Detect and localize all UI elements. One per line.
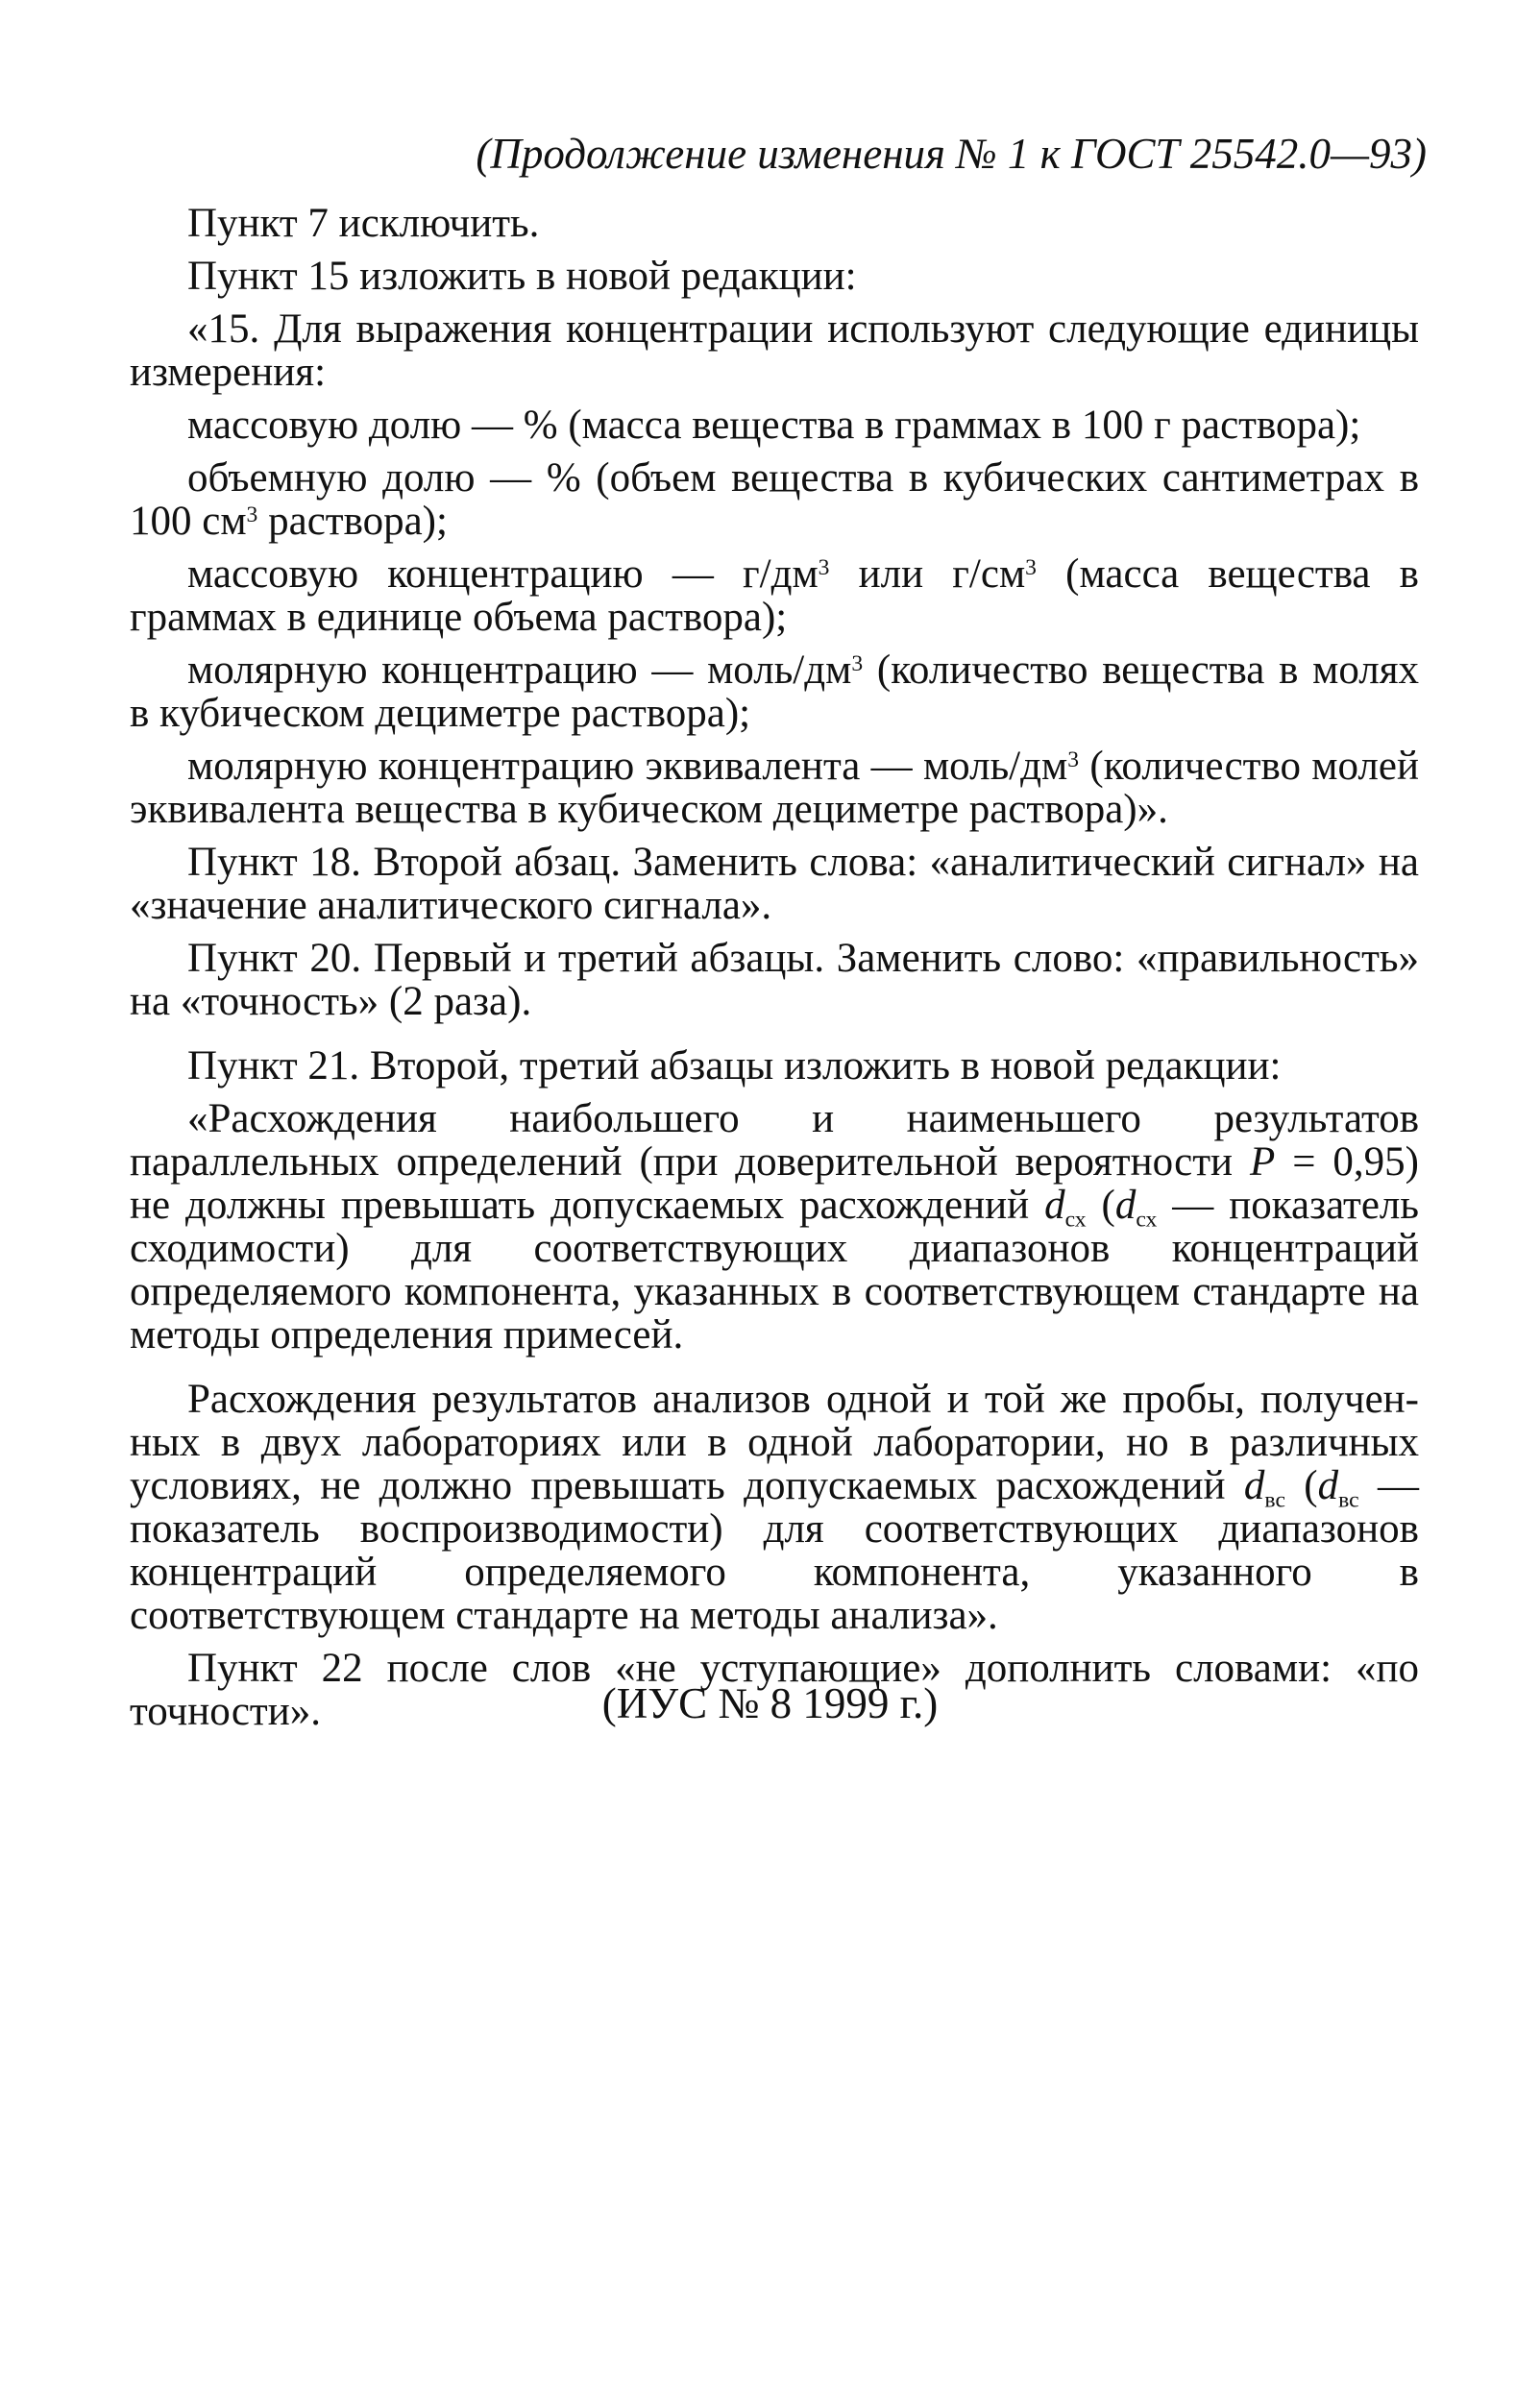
paragraph-molar-concentration [130, 648, 1419, 735]
text-span: молярную концентрацию эквивалента — моль/дм [187, 744, 1068, 789]
text-span: массовую концентрацию — г/дм [187, 551, 819, 597]
text-span: раствора); [257, 499, 448, 544]
text-span: молярную концентрацию — моль/дм [187, 648, 852, 693]
text-span: Расхождения результатов анализов одной и той же пробы, полученных в двух лабораториях или в одной лаборатории, но в различных условиях, не должно превышать допускаемых расхождений [130, 1377, 1419, 1508]
superscript: 3 [1025, 555, 1037, 580]
paragraph-item-22: Пункт 22 после слов «не уступающие» дополнить словами: «по точности». [130, 1646, 1419, 1734]
paragraph-reproducibility [130, 1378, 1419, 1637]
text-span: «Расхождения наибольшего и наименьшего результатов параллельных определений (при доверительной вероятности [130, 1096, 1419, 1185]
text-span: — показатель воспроизводимости) для соответствующих диапазонов концентраций определяемого компонента, указанного в соответствующем стандарте на методы анализа». [130, 1463, 1420, 1638]
text-span: ( [1086, 1183, 1115, 1228]
paragraph-item-21: Пункт 21. Второй, третий абзацы изложить в новой редакции: [187, 1043, 1282, 1088]
superscript: 3 [851, 651, 864, 676]
subscript: вс [1338, 1487, 1359, 1513]
text-span: или г/см [829, 551, 1026, 597]
paragraph-units-intro: «15. Для выражения концентрации используют следующие единицы измерения: [130, 306, 1419, 395]
text-span: (количество вещества в молях в кубическом дециметре раствора); [130, 648, 1419, 736]
symbol-d: d [1044, 1183, 1065, 1228]
subscript: сх [1064, 1207, 1087, 1233]
subscript: сх [1136, 1207, 1158, 1233]
source-reference: (ИУС № 8 1999 г.) [601, 1679, 939, 1727]
symbol-p: P [1250, 1139, 1276, 1185]
text-span: (количество молей эквивалента вещества в кубическом дециметре раствора)». [130, 744, 1419, 832]
superscript: 3 [1067, 747, 1080, 772]
text-span: (масса вещества в граммах в единице объема раствора); [130, 551, 1419, 640]
superscript: 3 [818, 555, 830, 580]
symbol-d: d [1317, 1463, 1339, 1508]
paragraph-equivalent-concentration [130, 745, 1419, 831]
paragraph-mass-fraction: массовую долю — % (масса вещества в граммах в 100 г раствора); [187, 403, 1361, 448]
running-header: (Продолжение изменения № 1 к ГОСТ 25542.0—93) [476, 130, 1427, 178]
document-body [130, 202, 1419, 1733]
paragraph-item-15: Пункт 15 изложить в новой редакции: [187, 254, 857, 299]
superscript: 3 [246, 502, 258, 527]
symbol-d: d [1114, 1183, 1137, 1228]
paragraph-item-20: Пункт 20. Первый и третий абзацы. Заменить слово: «правильность» на «точность» (2 раза). [130, 936, 1419, 1024]
text-span: ( [1284, 1463, 1318, 1508]
text-span: объемную долю — % (объем вещества в кубических сантиметрах в 100 см [130, 455, 1419, 544]
paragraph-item-18: Пункт 18. Второй абзац. Заменить слова: «аналитический сигнал» на «значение аналитического сигнала». [130, 840, 1419, 928]
text-span: = 0,95) не должны превышать допускаемых расхождений [130, 1139, 1419, 1228]
symbol-d: d [1243, 1463, 1265, 1508]
paragraph-mass-concentration [130, 552, 1419, 639]
paragraph-repeatability [130, 1097, 1419, 1357]
text-span: — показатель сходимости) для соответствующих диапазонов концентраций определяемого компонента, указанных в соответствующем стандарте на методы определения примесей. [130, 1183, 1419, 1357]
paragraph-volume-fraction [130, 456, 1419, 543]
subscript: вс [1264, 1487, 1285, 1513]
paragraph-item-7: Пункт 7 исключить. [187, 201, 540, 246]
